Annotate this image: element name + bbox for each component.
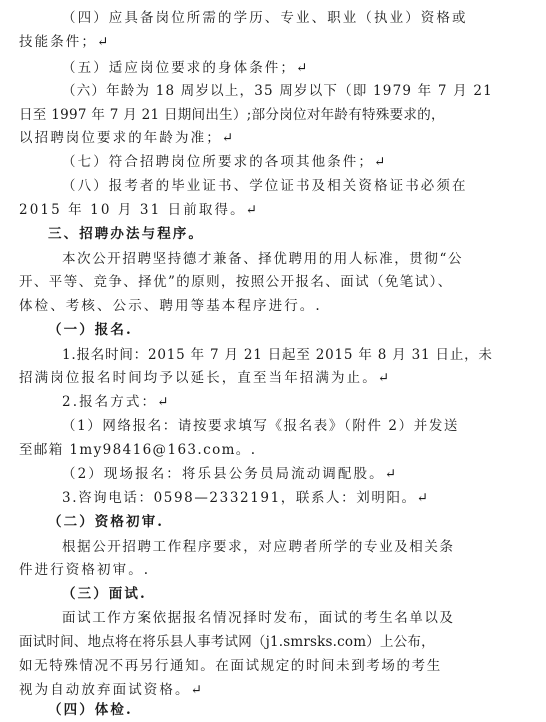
text-line: 日至 1997 年 7 月 21 日期间出生）;部分岗位对年龄有特殊要求的， (19, 107, 445, 123)
text-line: 至邮箱 1my98416@163.com。. (19, 442, 257, 458)
text-line: 件进行资格初审。. (19, 562, 151, 578)
subsection-heading: （三）面试. (62, 586, 147, 602)
text-line: （六）年龄为 18 周岁以上，35 周岁以下（即 1979 年 7 月 21 (62, 83, 493, 99)
text-line: 2015 年 10 月 31 日前取得。↵ (19, 202, 260, 218)
text-line: 1.报名时间：2015 年 7 月 21 日起至 2015 年 8 月 31 日止，未 (62, 347, 493, 363)
text-line: 体检、考核、公示、聘用等基本程序进行。. (19, 298, 322, 314)
text-line: 如无特殊情况不再另行通知。在面试规定的时间未到考场的考生 (19, 658, 442, 674)
text-line: （七）符合招聘岗位所要求的各项其他条件；↵ (62, 154, 388, 170)
subsection-heading: （一）报名. (48, 322, 133, 338)
text-line: 开、平等、竞争、择优”的原则，按照公开报名、面试（免笔试）、 (19, 274, 453, 290)
text-line: 技能条件；↵ (19, 34, 111, 50)
text-line: 根据公开招聘工作程序要求，对应聘者所学的专业及相关条 (62, 539, 455, 555)
text-line: （五）适应岗位要求的身体条件；↵ (62, 60, 310, 76)
text-line: （四）应具备岗位所需的学历、专业、职业（执业）资格或 (62, 10, 468, 26)
text-line: 面试时间、地点将在将乐县人事考试网（j1.smrsks.com）上公布， (19, 634, 435, 650)
text-line: 以招聘岗位要求的年龄为准；↵ (19, 130, 236, 146)
text-line: 面试工作方案依据报名情况择时发布，面试的考生名单以及 (62, 610, 455, 626)
text-line: 2.报名方式：↵ (62, 394, 171, 410)
text-line: 招满岗位报名时间均予以延长，直至当年招满为止。↵ (19, 370, 392, 386)
subsection-heading: （二）资格初审. (48, 514, 164, 530)
text-line: （1）网络报名：请按要求填写《报名表》（附件 2）并发送 (62, 418, 460, 434)
text-line: （2）现场报名：将乐县公务员局流动调配股。↵ (62, 466, 399, 482)
text-line: 本次公开招聘坚持德才兼备、择优聘用的用人标准，贯彻“公 (62, 251, 464, 267)
text-line: （八）报考者的毕业证书、学位证书及相关资格证书必须在 (62, 178, 468, 194)
subsection-heading: （四）体检. (48, 702, 133, 718)
text-line: 3.咨询电话：0598—2332191，联系人：刘明阳。↵ (62, 490, 430, 506)
section-heading: 三、招聘办法与程序。 (48, 226, 204, 242)
text-line: 视为自动放弃面试资格。↵ (19, 682, 205, 698)
